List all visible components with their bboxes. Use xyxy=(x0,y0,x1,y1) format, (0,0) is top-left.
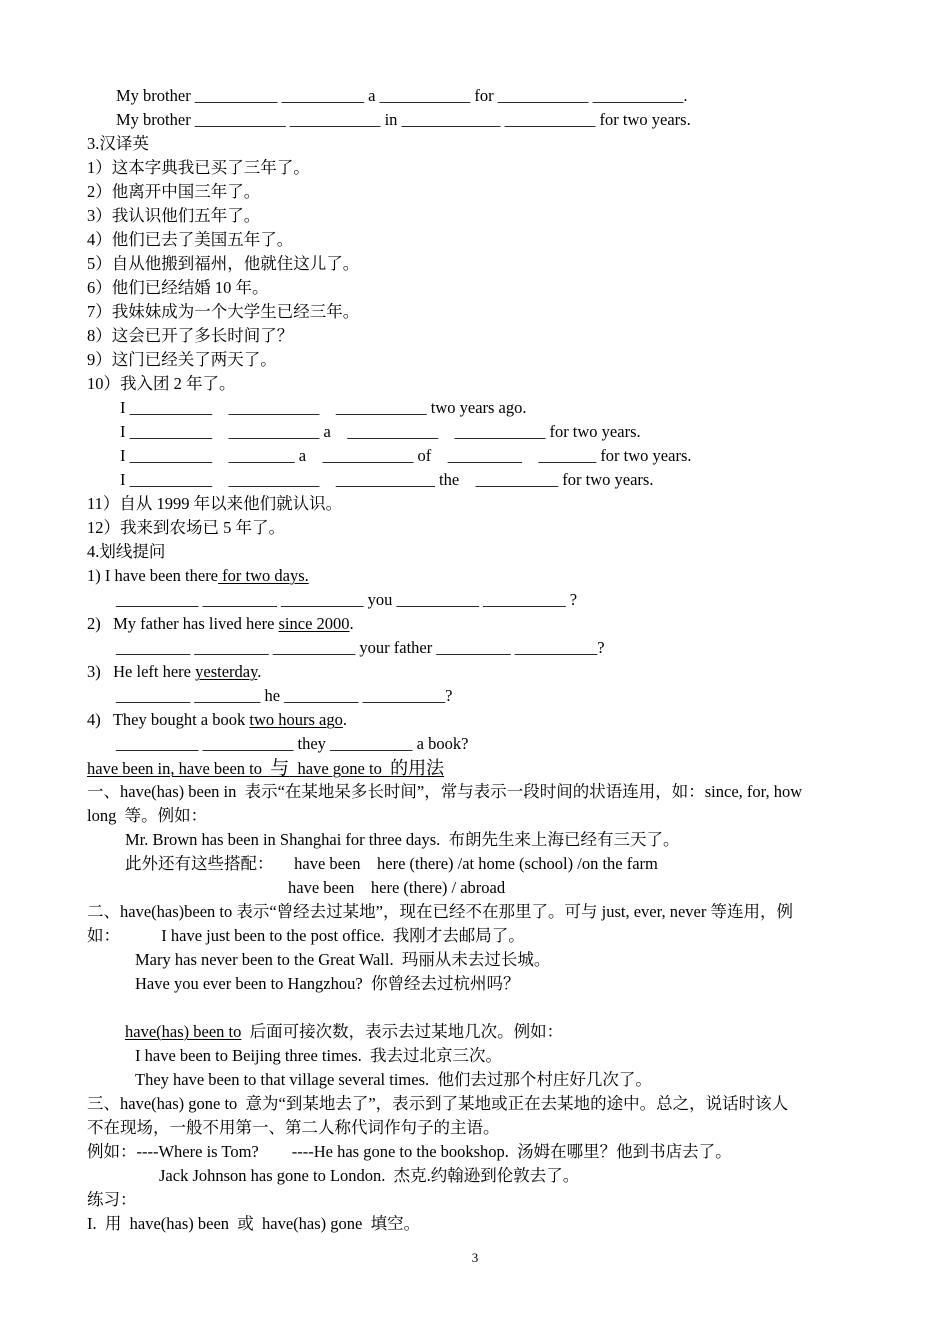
example-sentence: Mary has never been to the Great Wall. 玛丽从未去过长城。 xyxy=(135,950,551,969)
section-3-heading: 3.汉译英 xyxy=(87,134,149,153)
example-sentence: They have been to that village several times. 他们去过那个村庄好几次了。 xyxy=(135,1070,652,1089)
usage-paragraph: long 等。例如： xyxy=(87,806,208,825)
list-item: 12）我来到农场已 5 年了。 xyxy=(87,518,285,537)
blank-line: I __________ ________ a ___________ of _________ _______ for two years. xyxy=(120,446,692,465)
usage-paragraph: 二、have(has)been to 表示“曾经去过某地”，现在已经不在那里了。可与 just, ever, never 等连用，例 xyxy=(87,902,793,921)
list-item: 1）这本字典我已买了三年了。 xyxy=(87,158,310,177)
usage-paragraph: 一、have(has) been in 表示“在某地呆多长时间”，常与表示一段时间的状语连用，如：since, for, how xyxy=(87,782,803,801)
answer-line: _________ ________ he _________ __________? xyxy=(116,686,453,705)
example-sentence: Jack Johnson has gone to London. 杰克.约翰逊到伦敦去了。 xyxy=(159,1166,580,1185)
example-sentence: 例如：----Where is Tom? ----He has gone to the bookshop. 汤姆在哪里？他到书店去了。 xyxy=(87,1142,732,1161)
example-sentence: Mr. Brown has been in Shanghai for three days. 布朗先生来上海已经有三天了。 xyxy=(125,830,680,849)
list-item: 8）这会已开了多长时间了？ xyxy=(87,326,294,345)
blank-line: I __________ ___________ ____________ the __________ for two years. xyxy=(120,470,654,489)
usage-paragraph: 不在现场，一般不用第一、第二人称代词作句子的主语。 xyxy=(87,1118,500,1137)
list-item: 11）自从 1999 年以来他们就认识。 xyxy=(87,494,343,513)
answer-line: __________ _________ __________ you __________ __________ ? xyxy=(116,590,578,609)
question-4: 4) They bought a book two hours ago. xyxy=(87,710,348,729)
question-2: 2) My father has lived here since 2000. xyxy=(87,614,354,633)
usage-paragraph: 三、have(has) gone to 意为“到某地去了”，表示到了某地或正在去某地的途中。总之，说话时该人 xyxy=(87,1094,789,1113)
underlined-phrase: for two days. xyxy=(218,566,309,585)
underlined-phrase: two hours ago xyxy=(249,710,343,729)
blank-line: I __________ ___________ ___________ two years ago. xyxy=(120,398,527,417)
list-item: 5）自从他搬到福州，他就住这儿了。 xyxy=(87,254,360,273)
list-item: 7）我妹妹成为一个大学生已经三年。 xyxy=(87,302,360,321)
question-3: 3) He left here yesterday. xyxy=(87,662,262,681)
section-4-heading: 4.划线提问 xyxy=(87,542,166,561)
practice-heading: 练习： xyxy=(87,1190,137,1209)
underlined-phrase: yesterday xyxy=(195,662,258,681)
fill-line-1: My brother __________ __________ a ___________ for ___________ ___________. xyxy=(116,86,688,105)
answer-line: __________ ___________ they __________ a book? xyxy=(116,734,469,753)
list-item: 10）我入团 2 年了。 xyxy=(87,374,236,393)
usage-paragraph: 如： I have just been to the post office. 我刚才去邮局了。 xyxy=(87,926,525,945)
example-sentence: 此外还有这些搭配： have been here (there) /at home (school) /on the farm xyxy=(125,854,658,873)
page-number: 3 xyxy=(471,1250,479,1265)
underlined-phrase: have(has) been to xyxy=(125,1022,242,1041)
example-sentence: I have been to Beijing three times. 我去过北京三次。 xyxy=(135,1046,503,1065)
list-item: 6）他们已经结婚 10 年。 xyxy=(87,278,269,297)
question-1: 1) I have been there for two days. xyxy=(87,566,309,585)
usage-note: have(has) been to 后面可接次数，表示去过某地几次。例如： xyxy=(125,1022,564,1041)
example-sentence: have been here (there) / abroad xyxy=(288,878,506,897)
list-item: 3）我认识他们五年了。 xyxy=(87,206,261,225)
blank-line: I __________ ___________ a ___________ ___________ for two years. xyxy=(120,422,641,441)
list-item: 2）他离开中国三年了。 xyxy=(87,182,261,201)
example-sentence: Have you ever been to Hangzhou? 你曾经去过杭州吗？ xyxy=(135,974,520,993)
list-item: 4）他们已去了美国五年了。 xyxy=(87,230,294,249)
usage-title: have been in, have been to 与 have gone to 的用法 xyxy=(87,758,445,779)
underlined-phrase: since 2000 xyxy=(278,614,350,633)
answer-line: _________ _________ __________ your father _________ __________? xyxy=(116,638,605,657)
practice-item: I. 用 have(has) been 或 have(has) gone 填空。 xyxy=(87,1214,421,1233)
list-item: 9）这门已经关了两天了。 xyxy=(87,350,277,369)
fill-line-2: My brother ___________ ___________ in ____________ ___________ for two years. xyxy=(116,110,691,129)
